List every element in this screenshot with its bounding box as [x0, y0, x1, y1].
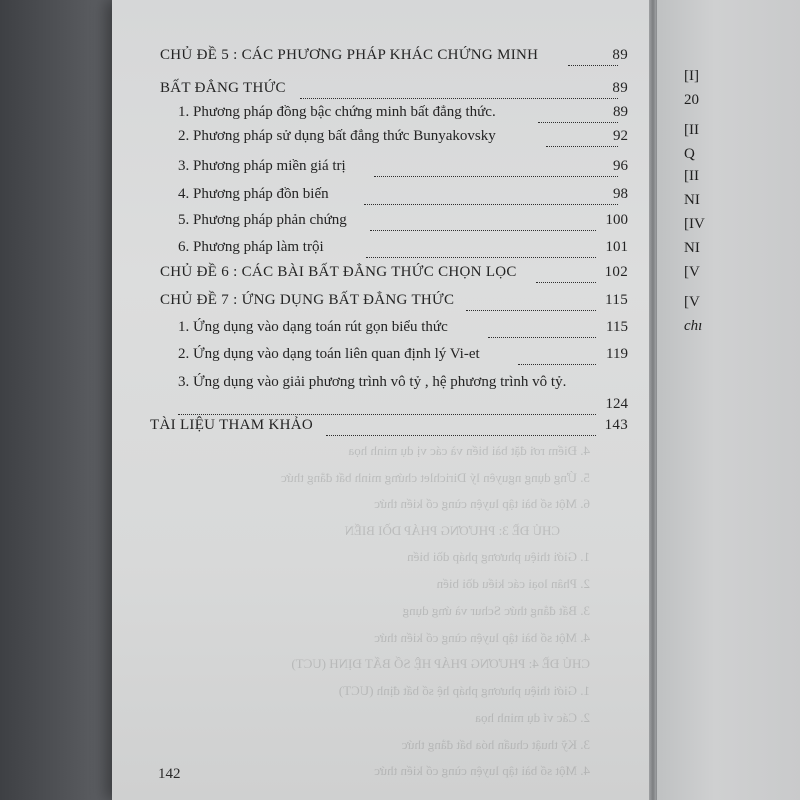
toc-entry-title: 2. Ứng dụng vào dạng toán liên quan định lý Vi-et — [178, 346, 480, 362]
toc-entry-title: CHỦ ĐỀ 7 : ỨNG DỤNG BẤT ĐẲNG THỨC — [160, 292, 455, 308]
toc-entry-page: 89 — [612, 47, 628, 63]
bleed-line: CHỦ ĐỀ 4: PHƯƠNG PHÁP HỆ SỐ BẤT ĐỊNH (UCT) — [291, 656, 590, 671]
bleed-line: 1. Giới thiệu phương pháp dồi biến — [407, 549, 590, 564]
dot-leader — [518, 346, 596, 365]
right-page-fragment: NI — [684, 192, 700, 208]
right-page-fragment: Q — [684, 146, 695, 162]
right-page-fragment: 20 — [684, 92, 699, 108]
right-page-fragment: [II — [684, 122, 699, 138]
toc-entry-page: 115 — [605, 292, 628, 308]
toc-entry-page: 143 — [604, 417, 628, 433]
right-page-fragment: [V — [684, 294, 700, 310]
toc-entry-page: 124 — [605, 396, 628, 412]
bleed-line: 5. Ứng dụng nguyên lý Dirichlet chứng minh bất đẳng thức — [280, 470, 590, 485]
toc-entry-title: 6. Phương pháp làm trội — [178, 239, 324, 255]
toc-entry-title: CHỦ ĐỀ 5 : CÁC PHƯƠNG PHÁP KHÁC CHỨNG MINH — [160, 47, 539, 63]
dot-leader — [178, 396, 596, 415]
toc-entry-page: 89 — [612, 80, 628, 96]
page-number: 142 — [158, 766, 181, 782]
right-page-fragment: NI — [684, 240, 700, 256]
bleed-line: CHỦ ĐỀ 3: PHƯƠNG PHÁP DỒI BIẾN — [344, 523, 560, 538]
right-page-fragment: [II — [684, 168, 699, 184]
right-page-fragment: [IV — [684, 216, 705, 232]
toc-entry-page: 115 — [606, 319, 628, 335]
toc-entry-title: 3. Ứng dụng vào giải phương trình vô tỷ , hệ phương trình vô tỷ. — [178, 374, 567, 390]
toc-entry-title: 1. Ứng dụng vào dạng toán rút gọn biểu thức — [178, 319, 448, 335]
toc-entry-title: 4. Phương pháp đồn biến — [178, 186, 329, 202]
toc-entry-title: 1. Phương pháp đồng bậc chứng minh bất đẳng thức. — [178, 104, 496, 120]
dot-leader — [488, 319, 596, 338]
dot-leader — [364, 186, 618, 205]
toc-entry-page: 96 — [613, 158, 628, 174]
dot-leader — [326, 417, 596, 436]
dot-leader — [536, 264, 596, 283]
toc-entry-page: 101 — [605, 239, 628, 255]
dot-leader — [366, 239, 596, 258]
bleed-line: 4. Một số bài tập luyện cùng cố kiến thức — [374, 763, 590, 778]
right-page-fragment: [I] — [684, 68, 699, 84]
toc-entry-page: 92 — [613, 128, 628, 144]
toc-entry-title: 3. Phương pháp miền giá trị — [178, 158, 346, 174]
bleed-line: 2. Các ví dụ minh họa — [475, 710, 590, 725]
book-page-right — [656, 0, 800, 800]
bleed-line: 2. Phân loại các kiểu dồi biến — [436, 576, 590, 591]
toc-entry-page: 102 — [604, 264, 628, 280]
toc-entry-page: 119 — [606, 346, 628, 362]
right-page-fragment: chı — [684, 318, 703, 334]
right-page-fragment: [V — [684, 264, 700, 280]
bleed-line: 3. Bất đẳng thức Schur và ứng dụng — [402, 603, 590, 618]
toc-entry-title: BẤT ĐẲNG THỨC — [160, 80, 286, 96]
bleed-line: 4. Điểm rơi đặt bài biến và các vị dụ minh họa — [348, 443, 590, 458]
bleed-line: 1. Giới thiệu phương pháp hệ số bất định (UCT) — [338, 683, 590, 698]
dot-leader — [374, 158, 618, 177]
bleed-line: 3. Kỹ thuật chuẩn hóa bất đẳng thức — [401, 737, 590, 752]
toc-entry-page: 100 — [605, 212, 628, 228]
bleed-line: 4. Một số bài tập luyện cùng cố kiến thức — [374, 630, 590, 645]
dot-leader — [466, 292, 596, 311]
toc-entry-title: TÀI LIỆU THAM KHẢO — [150, 417, 314, 433]
bleed-line: 6. Một số bài tập luyện cùng cố kiến thức — [374, 496, 590, 511]
toc-entry-title: 2. Phương pháp sử dụng bất đẳng thức Bunyakovsky — [178, 128, 496, 144]
toc-entry-page: 89 — [613, 104, 628, 120]
toc-entry-title: 5. Phương pháp phản chứng — [178, 212, 347, 228]
dot-leader — [370, 212, 596, 231]
toc-entry-title: CHỦ ĐỀ 6 : CÁC BÀI BẤT ĐẲNG THỨC CHỌN LỌC — [160, 264, 517, 280]
dot-leader — [300, 80, 618, 99]
toc-entry-page: 98 — [613, 186, 628, 202]
